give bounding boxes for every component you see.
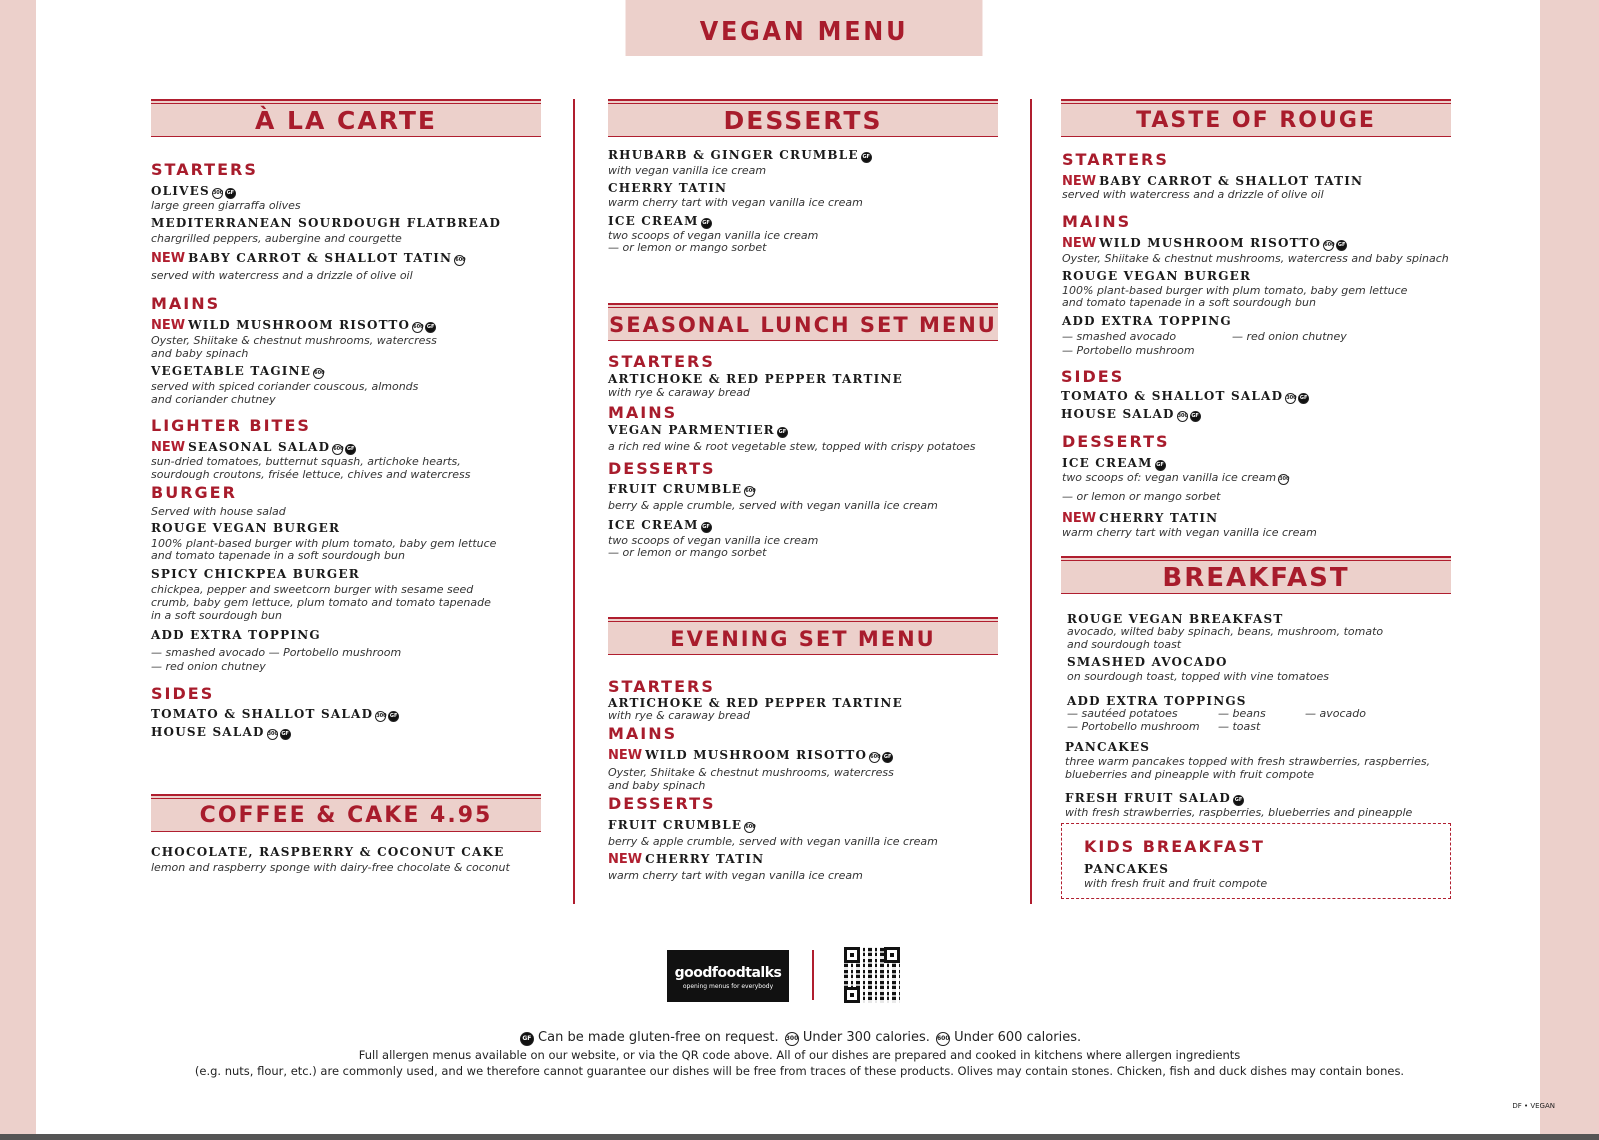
gluten-free-icon: GF [1336, 240, 1347, 251]
item-description: warm cherry tart with vegan vanilla ice cream [608, 196, 863, 209]
menu-item [608, 518, 712, 533]
gluten-free-icon: GF [520, 1032, 534, 1046]
section-header-breakfast-label: BREAKFAST [1162, 563, 1350, 593]
under-300-icon: 300 [1285, 393, 1296, 404]
gluten-free-icon: GF [861, 152, 872, 163]
gluten-free-icon: GF [1155, 460, 1166, 471]
item-description: avocado, wilted baby spinach, beans, mushroom, tomato [1067, 625, 1384, 638]
item-description: served with spiced coriander couscous, almonds [151, 380, 419, 393]
menu-item: PANCAKES [1065, 740, 1151, 754]
menu-item [151, 440, 356, 455]
item-description: — smashed avocado [1062, 330, 1177, 343]
menu-item [608, 148, 872, 163]
item-description: with rye & caraway bread [608, 386, 750, 399]
item-description: warm cherry tart with vegan vanilla ice cream [608, 869, 863, 882]
item-description: lemon and raspberry sponge with dairy-free chocolate & coconut [151, 861, 510, 874]
gluten-free-icon: GF [425, 322, 436, 333]
menu-item: MEDITERRANEAN SOURDOUGH FLATBREAD [151, 216, 502, 230]
item-description: blueberries and pineapple with fruit compote [1065, 768, 1314, 781]
item-description: served with watercress and a drizzle of olive oil [151, 269, 413, 282]
allergen-note: Full allergen menus available on our website, or via the QR code above. All of our dishes are prepared and cooked in kitchens where allergen ingredients [358, 1048, 1241, 1062]
item-description: — smashed avocado — Portobello mushroom [151, 646, 402, 659]
goodfoodtalks-logo [667, 950, 789, 1002]
item-description: in a soft sourdough bun [151, 609, 282, 622]
lunch-desserts-heading: DESSERTS [608, 459, 716, 478]
menu-item [1061, 389, 1309, 404]
evening-desserts-heading: DESSERTS [608, 794, 716, 813]
column-divider [1030, 99, 1032, 904]
item-name: ICE CREAM [1062, 456, 1153, 470]
menu-item: ROUGE VEGAN BURGER [151, 521, 341, 535]
section-header-coffee-label: COFFEE & CAKE 4.95 [199, 803, 493, 828]
item-description: — or lemon or mango sorbet [608, 241, 767, 254]
item-name: WILD MUSHROOM RISOTTO [1099, 236, 1322, 250]
qr-finder [844, 947, 860, 963]
section-header-coffee [151, 794, 541, 832]
item-description: and baby spinach [608, 779, 706, 792]
item-name: ICE CREAM [608, 214, 699, 228]
item-name: ICE CREAM [608, 518, 699, 532]
new-badge: NEW [151, 318, 186, 333]
item-description: and baby spinach [151, 347, 249, 360]
item-name: FRUIT CRUMBLE [608, 818, 743, 832]
item-name: CHERRY TATIN [1099, 511, 1219, 525]
item-description: — avocado [1305, 707, 1366, 720]
allergen-note: (e.g. nuts, flour, etc.) are commonly used, and we therefore cannot guarantee our dishes will be free from traces of these products. Olives may contain stones. Chicken, fish and duck dishes may contain bones. [194, 1064, 1405, 1078]
gluten-free-icon: GF [701, 522, 712, 533]
under-600-icon: 600 [412, 322, 423, 333]
under-600-icon: 600 [936, 1032, 950, 1046]
item-description: 100% plant-based burger with plum tomato, baby gem lettuce [1062, 284, 1408, 297]
menu-item [608, 423, 788, 438]
item-name: WILD MUSHROOM RISOTTO [188, 318, 411, 332]
new-badge: NEW [151, 440, 186, 455]
item-name: BABY CARROT & SHALLOT TATIN [188, 251, 453, 265]
item-name: TOMATO & SHALLOT SALAD [151, 707, 374, 721]
item-description: sun-dried tomatoes, butternut squash, artichoke hearts, [151, 455, 461, 468]
alacarte-burger-heading: BURGER [151, 483, 237, 502]
under-300-icon: 300 [1177, 411, 1188, 422]
gluten-free-icon: GF [777, 427, 788, 438]
section-header-breakfast [1061, 556, 1451, 594]
section-header-evening [608, 617, 998, 655]
item-description: berry & apple crumble, served with vegan vanilla ice cream [608, 499, 938, 512]
gluten-free-icon: GF [225, 188, 236, 199]
menu-item: ADD EXTRA TOPPING [1062, 314, 1232, 328]
item-description: and sourdough toast [1067, 638, 1182, 651]
under-300-icon: 300 [785, 1032, 799, 1046]
new-badge: NEW [608, 748, 643, 763]
item-description: large green giarraffa olives [151, 199, 301, 212]
under-600-icon: 600 [313, 368, 324, 379]
under-300-icon: 300 [212, 188, 223, 199]
menu-item [1062, 236, 1347, 251]
menu-item [608, 748, 893, 763]
item-name: WILD MUSHROOM RISOTTO [645, 748, 868, 762]
menu-item [151, 725, 291, 740]
menu-item: ADD EXTRA TOPPING [151, 628, 321, 642]
new-badge: NEW [1062, 511, 1097, 526]
column-divider [573, 99, 575, 904]
gluten-free-icon: GF [388, 711, 399, 722]
menu-item [608, 818, 755, 833]
item-description: and tomato tapenade in a soft sourdough bun [1062, 296, 1316, 309]
taste-starters-heading: STARTERS [1062, 150, 1169, 169]
evening-starters-heading: STARTERS [608, 677, 715, 696]
gluten-free-icon: GF [701, 218, 712, 229]
new-badge: NEW [608, 852, 643, 867]
item-description: three warm pancakes topped with fresh strawberries, raspberries, [1065, 755, 1431, 768]
item-description: Oyster, Shiitake & chestnut mushrooms, watercress and baby spinach [1062, 252, 1449, 265]
item-description: two scoops of vegan vanilla ice cream [608, 534, 819, 547]
menu-item [1062, 511, 1218, 526]
item-name: TOMATO & SHALLOT SALAD [1061, 389, 1284, 403]
gluten-free-icon: GF [1190, 411, 1201, 422]
under-600-icon: 600 [869, 752, 880, 763]
menu-item [1061, 407, 1201, 422]
lunch-starters-heading: STARTERS [608, 352, 715, 371]
menu-item: ROUGE VEGAN BREAKFAST [1067, 612, 1284, 626]
alacarte-starters-heading: STARTERS [151, 160, 258, 179]
menu-item [151, 707, 399, 722]
menu-item: ADD EXTRA TOPPINGS [1067, 694, 1247, 708]
item-description: and tomato tapenade in a soft sourdough bun [151, 549, 405, 562]
item-description: — Portobello mushroom [1062, 344, 1195, 357]
item-description: — red onion chutney [151, 660, 266, 673]
item-description: 100% plant-based burger with plum tomato, baby gem lettuce [151, 537, 497, 550]
menu-item [1062, 174, 1363, 189]
under-600-icon: 600 [744, 486, 755, 497]
qr-code-icon[interactable] [844, 947, 900, 1003]
item-description: a rich red wine & root vegetable stew, topped with crispy potatoes [608, 440, 976, 453]
under-300-icon: 300 [267, 729, 278, 740]
under-600-icon: 600 [332, 444, 343, 455]
item-description: sourdough croutons, frisée lettuce, chives and watercress [151, 468, 471, 481]
item-name: VEGETABLE TAGINE [151, 364, 312, 378]
gluten-free-icon: GF [1233, 795, 1244, 806]
item-description: with vegan vanilla ice cream [608, 164, 767, 177]
legend-600: Under 600 calories. [954, 1030, 1082, 1045]
section-header-alacarte-label: À LA CARTE [255, 106, 437, 135]
item-description: with fresh strawberries, raspberries, blueberries and pineapple [1065, 806, 1413, 819]
item-name: VEGAN PARMENTIER [608, 423, 775, 437]
item-description: two scoops of vegan vanilla ice cream [608, 229, 819, 242]
item-name: HOUSE SALAD [151, 725, 265, 739]
menu-item: CHERRY TATIN [608, 181, 728, 195]
new-badge: NEW [1062, 174, 1097, 189]
menu-item: PANCAKES [1084, 862, 1170, 876]
under-600-icon: 600 [1323, 240, 1334, 251]
menu-item [151, 364, 324, 379]
logo-name: goodfoodtalks [674, 965, 782, 981]
diet-label: DF • VEGAN [1512, 1102, 1555, 1110]
item-description: Oyster, Shiitake & chestnut mushrooms, watercress [608, 766, 894, 779]
new-badge: NEW [151, 251, 186, 266]
under-300-icon: 300 [375, 711, 386, 722]
alacarte-mains-heading: MAINS [151, 294, 221, 313]
logo-divider [812, 950, 814, 1000]
under-600-icon: 600 [744, 822, 755, 833]
gluten-free-icon: GF [882, 752, 893, 763]
item-description: chickpea, pepper and sweetcorn burger with sesame seed [151, 583, 474, 596]
alacarte-sides-heading: SIDES [151, 684, 215, 703]
under-600-icon: 600 [454, 255, 465, 266]
item-description: chargrilled peppers, aubergine and courgette [151, 232, 402, 245]
item-description [1062, 471, 1289, 485]
item-description: — sautéed potatoes [1067, 707, 1178, 720]
qr-finder [844, 987, 860, 1003]
under-300-icon: 300 [1278, 474, 1289, 485]
gluten-free-icon: GF [280, 729, 291, 740]
legend-300: Under 300 calories. [802, 1030, 930, 1045]
section-header-lunch-label: SEASONAL LUNCH SET MENU [609, 313, 997, 337]
item-description-text: two scoops of: vegan vanilla ice cream [1062, 471, 1277, 484]
section-header-evening-label: EVENING SET MENU [670, 627, 936, 651]
item-description: — beans [1218, 707, 1266, 720]
menu-item: SPICY CHICKPEA BURGER [151, 567, 360, 581]
item-name: RHUBARB & GINGER CRUMBLE [608, 148, 859, 162]
item-description: Oyster, Shiitake & chestnut mushrooms, watercress [151, 334, 437, 347]
item-description: with fresh fruit and fruit compote [1084, 877, 1268, 890]
new-badge: NEW [1062, 236, 1097, 251]
item-description: — or lemon or mango sorbet [1062, 490, 1221, 503]
item-description: served with watercress and a drizzle of olive oil [1062, 188, 1324, 201]
item-description: — Portobello mushroom [1067, 720, 1200, 733]
menu-item: ARTICHOKE & RED PEPPER TARTINE [608, 696, 903, 710]
menu-item [151, 184, 236, 199]
kids-breakfast-heading: KIDS BREAKFAST [1084, 837, 1265, 856]
item-description: crumb, baby gem lettuce, plum tomato and tomato tapenade [151, 596, 491, 609]
item-name: FRUIT CRUMBLE [608, 482, 743, 496]
item-name: OLIVES [151, 184, 210, 198]
menu-item: CHOCOLATE, RASPBERRY & COCONUT CAKE [151, 845, 505, 859]
menu-item [608, 482, 755, 497]
menu-item [1065, 791, 1244, 806]
item-name: FRESH FRUIT SALAD [1065, 791, 1232, 805]
menu-item [151, 251, 465, 266]
item-description: — toast [1218, 720, 1261, 733]
item-name: CHERRY TATIN [645, 852, 765, 866]
legend-gf: Can be made gluten-free on request. [538, 1030, 779, 1045]
section-header-desserts [608, 99, 998, 137]
menu-item: ROUGE VEGAN BURGER [1062, 269, 1252, 283]
alacarte-lighter-heading: LIGHTER BITES [151, 416, 311, 435]
logo-tagline: opening menus for everybody [682, 983, 774, 990]
section-header-alacarte [151, 99, 541, 137]
item-description: warm cherry tart with vegan vanilla ice cream [1062, 526, 1317, 539]
section-header-desserts-label: DESSERTS [723, 106, 883, 135]
item-description: Served with house salad [151, 505, 286, 518]
item-description: with rye & caraway bread [608, 709, 750, 722]
taste-sides-heading: SIDES [1061, 367, 1125, 386]
section-header-lunch [608, 303, 998, 341]
menu-item [608, 214, 712, 229]
page-title: VEGAN MENU [626, 0, 983, 56]
item-name: BABY CARROT & SHALLOT TATIN [1099, 174, 1364, 188]
menu-item: SMASHED AVOCADO [1067, 655, 1228, 669]
menu-item [151, 318, 436, 333]
item-description: on sourdough toast, topped with vine tomatoes [1067, 670, 1330, 683]
menu-item [1062, 456, 1166, 471]
gluten-free-icon: GF [1298, 393, 1309, 404]
item-description: and coriander chutney [151, 393, 276, 406]
evening-mains-heading: MAINS [608, 724, 678, 743]
taste-desserts-heading: DESSERTS [1062, 432, 1170, 451]
item-description: — red onion chutney [1232, 330, 1347, 343]
qr-finder [884, 947, 900, 963]
lunch-mains-heading: MAINS [608, 403, 678, 422]
legend-line [0, 1030, 1599, 1046]
menu-item: ARTICHOKE & RED PEPPER TARTINE [608, 372, 903, 386]
section-header-taste [1061, 99, 1451, 137]
taste-mains-heading: MAINS [1062, 212, 1132, 231]
item-name: SEASONAL SALAD [188, 440, 331, 454]
section-header-taste-label: TASTE OF ROUGE [1136, 108, 1376, 133]
menu-item [608, 852, 764, 867]
item-description: berry & apple crumble, served with vegan vanilla ice cream [608, 835, 938, 848]
gluten-free-icon: GF [345, 444, 356, 455]
item-name: HOUSE SALAD [1061, 407, 1175, 421]
item-description: — or lemon or mango sorbet [608, 546, 767, 559]
